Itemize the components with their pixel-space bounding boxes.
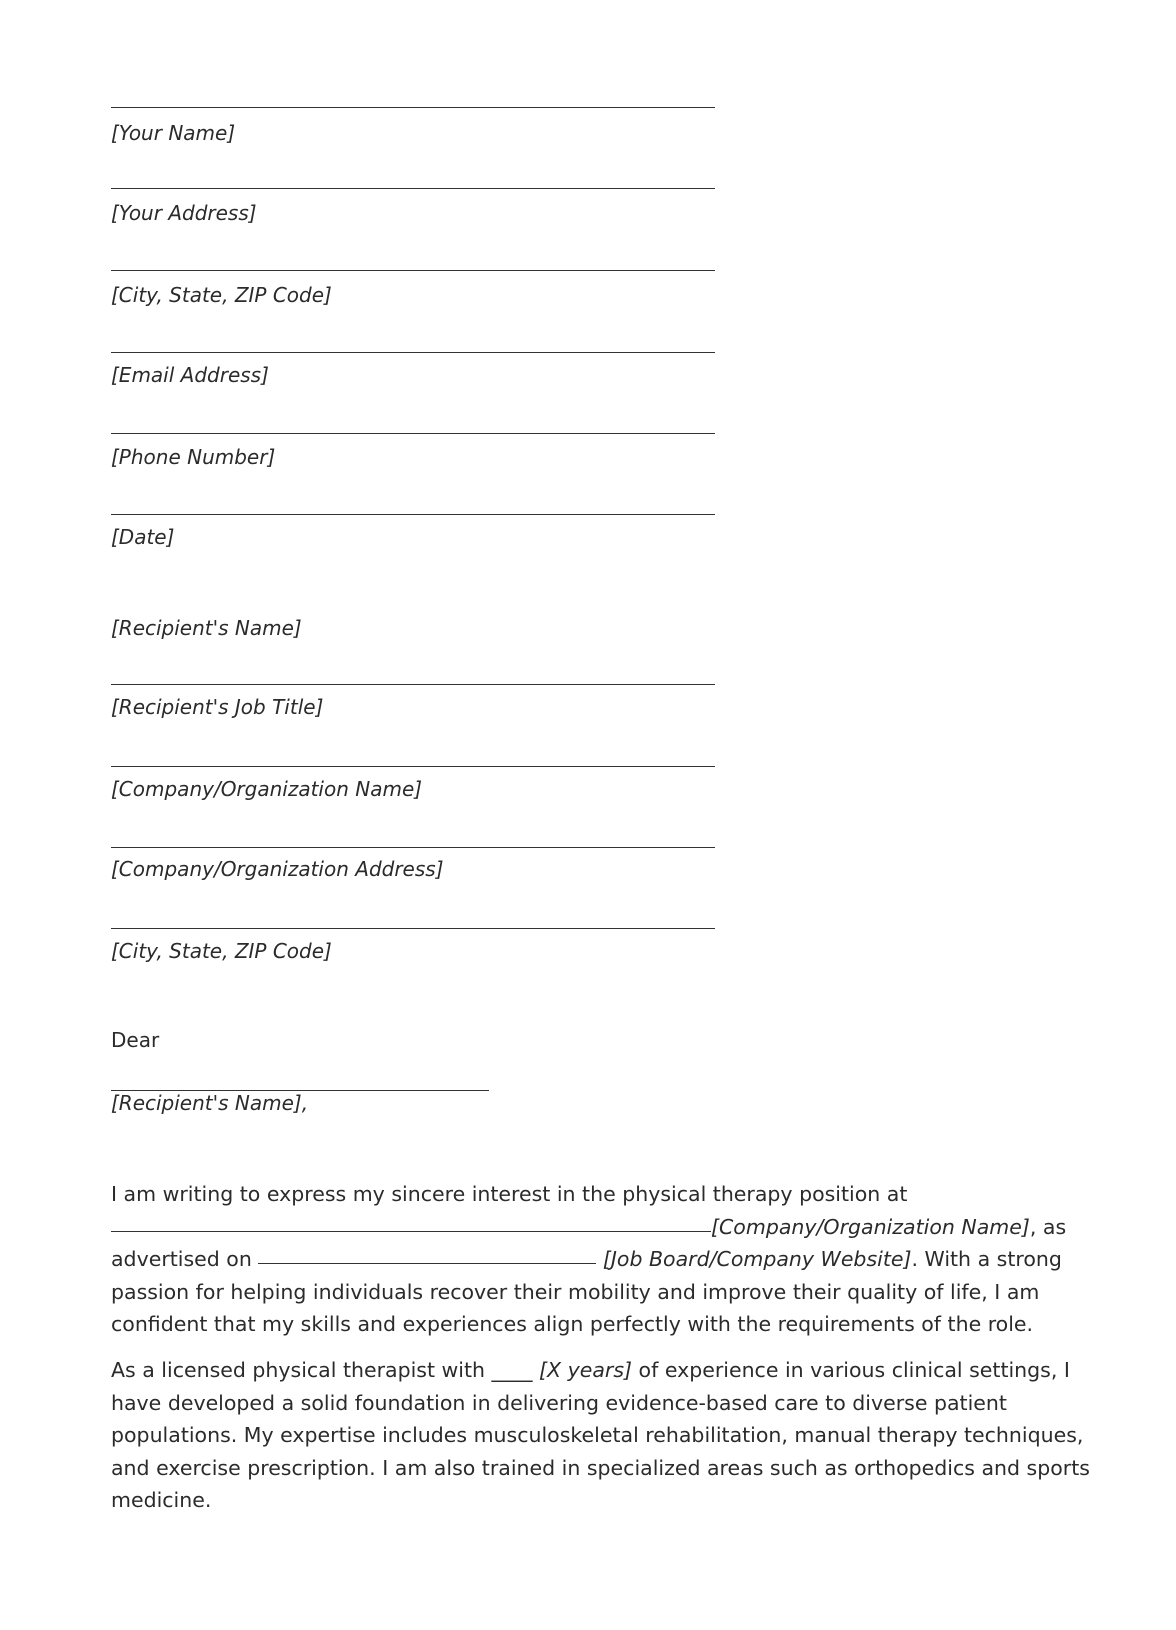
blank-line[interactable] [111,107,715,108]
salutation-greeting: Dear [111,1028,160,1052]
paragraph-text: As a licensed physical therapist with [111,1358,492,1382]
job-board-placeholder: [Job Board/Company Website] [596,1247,912,1271]
blank-line[interactable] [111,847,715,848]
date-field: [Date] [111,525,175,549]
paragraph-text: , as [1029,1214,1067,1239]
salutation-recipient-name: [Recipient's Name], [111,1091,309,1115]
blank-line[interactable] [111,684,715,685]
paragraph-row [111,1243,1111,1276]
paragraph-text: advertised on [111,1247,259,1271]
company-address-field: [Company/Organization Address] [111,857,444,881]
recipient-job-title-field: [Recipient's Job Title] [111,695,324,719]
paragraph-text: I am writing to express my sincere interest in the physical therapy position at [111,1182,908,1206]
paragraph-row: and exercise prescription. I am also trained in specialized areas such as orthopedics and sports [111,1455,1090,1480]
city-state-zip-field: [City, State, ZIP Code] [111,283,332,307]
paragraph-row: populations. My expertise includes musculoskeletal rehabilitation, manual therapy techniques, [111,1423,1084,1447]
paragraph-interest [111,1178,1111,1341]
company-placeholder: [Company/Organization Name] [711,1214,1030,1239]
recipient-city-state-zip-field: [City, State, ZIP Code] [111,939,332,963]
paragraph-row: passion for helping individuals recover their mobility and improve their quality of life, I am [111,1279,1040,1304]
blank-line[interactable] [111,270,715,271]
years-blank[interactable]: ____ [491,1358,533,1382]
paragraph-row: medicine. [111,1488,212,1512]
blank-line[interactable] [111,766,715,767]
phone-number-field: [Phone Number] [111,445,276,469]
paragraph-row: confident that my skills and experiences align perfectly with the requirements of the role. [111,1312,1034,1336]
paragraph-row [111,1178,1111,1211]
blank-line[interactable] [111,928,715,929]
recipient-name-field: [Recipient's Name] [111,616,302,640]
paragraph-text: . With a strong [911,1247,1062,1271]
blank-line[interactable] [111,352,715,353]
years-placeholder: [X years] [532,1358,633,1382]
company-name-field: [Company/Organization Name] [111,777,423,801]
email-address-field: [Email Address] [111,363,269,387]
your-name-field: [Your Name] [111,121,236,145]
blank-line[interactable] [258,1262,596,1264]
blank-line[interactable] [111,433,715,434]
paragraph-text: of experience in various clinical settings, I [632,1358,1070,1382]
paragraph-row [111,1354,1111,1387]
blank-line[interactable] [111,1230,711,1232]
paragraph-experience [111,1354,1111,1517]
blank-line[interactable] [111,514,715,515]
your-address-field: [Your Address] [111,201,257,225]
paragraph-row: have developed a solid foundation in delivering evidence-based care to diverse patient [111,1390,1007,1415]
paragraph-row [111,1211,1111,1244]
blank-line[interactable] [111,188,715,189]
